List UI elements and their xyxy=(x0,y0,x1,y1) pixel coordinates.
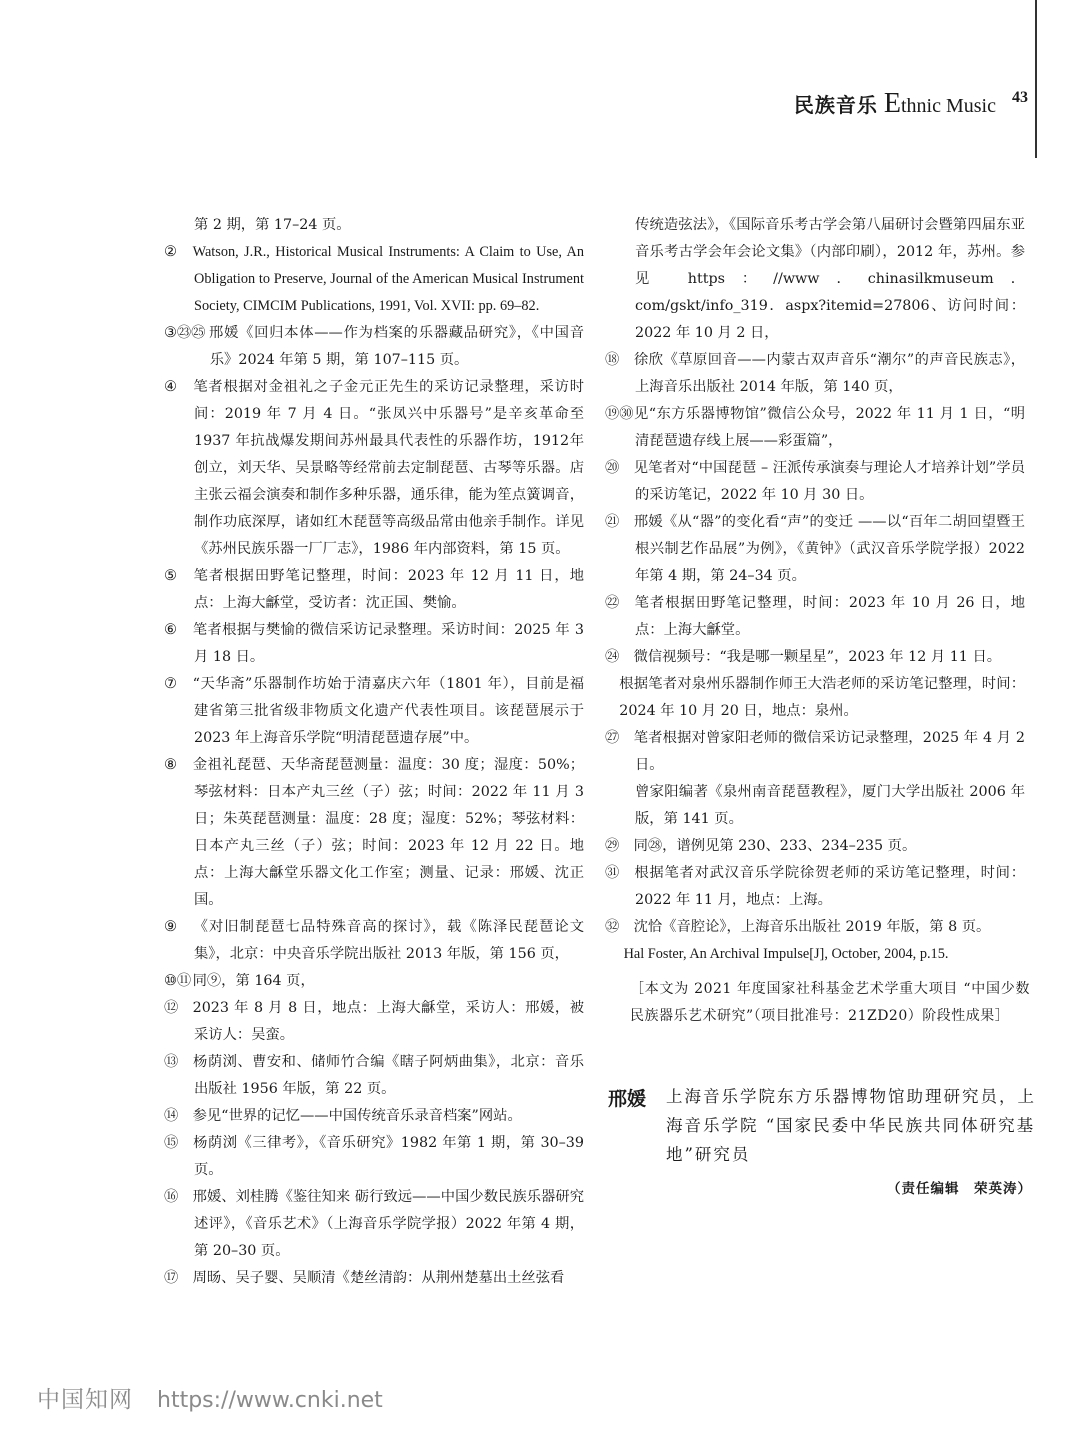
note-text: 邢媛《从“器”的变化看“声”的变迁 ——以“百年二胡回望暨王根兴制艺作品展”为例》，《黄钟》（武汉音乐学院学报）2022 年第 4 期，第 24–34 页。 xyxy=(633,514,1025,584)
note-text: 参见“世界的记忆——中国传统音乐录音档案”网站。 xyxy=(192,1108,522,1124)
note-item xyxy=(605,860,1025,914)
note-mark: ⑳ xyxy=(605,460,620,476)
author-bio: 上海音乐学院东方乐器博物馆助理研究员，上海音乐学院 “国家民委中华民族共同体研究基地”研究员 xyxy=(666,1087,1036,1164)
note-item xyxy=(164,752,584,914)
cnki-logo: 中国知网 xyxy=(37,1387,133,1413)
note-mark: ⑦ xyxy=(164,676,177,692)
note-item xyxy=(605,725,1025,779)
funding-statement: ［本文为 2021 年度国家社科基金艺术学重大项目 “中国少数民族器乐艺术研究”（项目批准号：21ZD20）阶段性成果］ xyxy=(630,981,1030,1024)
note-item xyxy=(605,509,1025,590)
note-text: 同㉘，谱例见第 230、233、234–235 页。 xyxy=(633,838,917,854)
note-item xyxy=(164,239,584,320)
note-text: 根据笔者对武汉音乐学院徐贺老师的采访笔记整理，时间：2022 年 11 月，地点：上海。 xyxy=(633,865,1025,908)
note-mark: ㉑ xyxy=(605,514,620,530)
header-rule xyxy=(1035,0,1037,158)
note-item xyxy=(605,401,1025,455)
note-text: 笔者根据田野笔记整理，时间：2023 年 10 月 26 日，地点：上海大龢堂。 xyxy=(633,595,1025,638)
note-item xyxy=(164,968,584,995)
note-item xyxy=(164,671,584,752)
note-text: 《对旧制琵琶七品特殊音高的探讨》，载《陈泽民琵琶论文集》，北京：中央音乐学院出版社 2013 年版，第 156 页， xyxy=(192,919,584,962)
note-item xyxy=(605,779,1025,833)
note-text: 沈恰《音腔论》，上海音乐出版社 2019 年版，第 8 页。 xyxy=(633,919,991,935)
watermark-footer xyxy=(37,1381,383,1414)
note-text: 杨荫浏、曹安和、储师竹合编《瞎子阿炳曲集》，北京：音乐出版社 1956 年版，第 22 页。 xyxy=(192,1054,584,1097)
note-mark: ⑤ xyxy=(164,568,177,584)
note-item xyxy=(164,1103,584,1130)
note-text: 第 2 期，第 17–24 页。 xyxy=(194,217,351,233)
note-text: 微信视频号：“我是哪一颗星星”，2023 年 12 月 11 日。 xyxy=(633,649,1002,665)
note-mark: ⑫ xyxy=(164,1000,179,1016)
note-text: 笔者根据对金祖礼之子金元正先生的采访记录整理，采访时间：2019 年 7 月 4 日。“张凤兴中乐器号”是辛亥革命至 1937 年抗战爆发期间苏州最具代表性的乐器作坊，1912年创立，刘天华、吴景略等经常前去定制琵琶、古琴等乐器。店主张云福会演奏和制作多种乐器，通乐律，能为笙点簧调音，制作功底深厚，诸如红木琵琶等高级品常由他亲手制作。详见《苏州民族乐器一厂厂志》，1986 年内部资料，第 15 页。 xyxy=(192,379,584,557)
note-item xyxy=(164,914,584,968)
note-item xyxy=(605,590,1025,644)
note-mark: ④ xyxy=(164,379,177,395)
note-item xyxy=(164,1184,584,1265)
note-item xyxy=(164,320,584,374)
note-mark: ⑲㉚ xyxy=(605,406,634,422)
note-mark: ⑰ xyxy=(164,1270,179,1286)
note-item xyxy=(605,347,1025,401)
journal-title-zh: 民族音乐 xyxy=(793,93,878,117)
author-name: 邢媛 xyxy=(608,1088,647,1110)
note-item xyxy=(164,563,584,617)
note-item xyxy=(164,1130,584,1184)
note-item xyxy=(605,833,1025,860)
note-item xyxy=(164,374,584,563)
note-item xyxy=(164,995,584,1049)
note-mark: ③㉓㉕ xyxy=(164,325,206,341)
note-item xyxy=(605,644,1025,671)
note-mark: ⑨ xyxy=(164,919,177,935)
note-text: 周旸、吴子婴、吴顺清《楚丝清韵：从荆州楚墓出土丝弦看 xyxy=(192,1270,565,1286)
journal-title-en xyxy=(884,88,996,120)
page-number: 43 xyxy=(1012,89,1028,106)
note-text: 传统造弦法》，《国际音乐考古学会第八届研讨会暨第四届东亚音乐考古学会年会论文集》（内部印刷），2012 年，苏州。参见 https：//www．chinasilkmuseum．com/gskt/info_319．aspx?itemid=27806、访问时间：2022 年 10 月 2 日， xyxy=(635,217,1025,341)
note-item xyxy=(605,671,1025,725)
note-mark: ㉗ xyxy=(605,730,620,746)
note-text: 曾家阳编著《泉州南音琵琶教程》，厦门大学出版社 2006 年版，第 141 页。 xyxy=(635,784,1025,827)
note-mark: ㉛ xyxy=(605,865,620,881)
note-mark: ㉙ xyxy=(605,838,620,854)
note-item xyxy=(164,1265,584,1292)
note-item xyxy=(605,212,1025,347)
note-mark: ⑬ xyxy=(164,1054,179,1070)
note-item xyxy=(605,941,1025,968)
note-mark: ㉔ xyxy=(605,649,620,665)
note-text: 2023 年 8 月 8 日，地点：上海大龢堂，采访人：邢媛，被采访人：吴蛮。 xyxy=(192,1000,584,1043)
note-text: 笔者根据与樊愉的微信采访记录整理。采访时间：2025 年 3 月 18 日。 xyxy=(192,622,584,665)
note-mark: ⑭ xyxy=(164,1108,179,1124)
note-item xyxy=(164,1049,584,1103)
notes-column-right xyxy=(605,212,1025,968)
note-text: Watson, J.R., Historical Musical Instruments: A Claim to Use, An Obligation to Preserve, Journal of the American Musical Instrument Society, CIMCIM Publications, 1991, Vol. XVII: pp. 69–82. xyxy=(192,244,584,314)
note-text: 见“东方乐器博物馆”微信公众号，2022 年 11 月 1 日，“明清琵琶遗存线上展——彩蛋篇”， xyxy=(633,406,1025,449)
notes-column-left xyxy=(164,212,584,1292)
note-text: 金祖礼琵琶、天华斋琵琶测量：温度：30 度；湿度：50%；琴弦材料：日本产丸三丝（子）弦；时间：2022 年 11 月 3 日；朱英琵琶测量：温度：28 度；湿度：52%；琴弦材料：日本产丸三丝（子）弦；时间：2023 年 12 月 22 日。地点：上海大龢堂乐器文化工作室；测量、记录：邢媛、沈正国。 xyxy=(192,757,584,908)
note-text: 邢媛《回归本体——作为档案的乐器藏品研究》，《中国音乐》2024 年第 5 期，第 107–115 页。 xyxy=(208,325,584,368)
note-item xyxy=(605,914,1025,941)
note-mark: ⑧ xyxy=(164,757,177,773)
note-mark: ⑩⑪ xyxy=(164,973,192,989)
note-text: Hal Foster, An Archival Impulse[J], October, 2004, p.15. xyxy=(623,946,949,962)
journal-title-en-initial: E xyxy=(883,88,901,119)
note-mark: ⑮ xyxy=(164,1135,179,1151)
journal-title-en-rest: thnic Music xyxy=(901,95,996,117)
note-item xyxy=(164,212,584,239)
note-text: 邢媛、刘桂腾《鉴往知来 砺行致远——中国少数民族乐器研究述评》，《音乐艺术》（上海音乐学院学报）2022 年第 4 期，第 20–30 页。 xyxy=(192,1189,584,1259)
note-text: 根据笔者对泉州乐器制作师王大浩老师的采访笔记整理，时间：2024 年 10 月 20 日，地点：泉州。 xyxy=(619,676,1025,719)
note-mark: ㉒ xyxy=(605,595,620,611)
note-text: 见笔者对“中国琵琶 – 汪派传承演奏与理论人才培养计划”学员的采访笔记，2022 年 10 月 30 日。 xyxy=(633,460,1025,503)
note-item xyxy=(164,617,584,671)
note-text: 同⑨，第 164 页， xyxy=(192,973,315,989)
note-text: “天华斋”乐器制作坊始于清嘉庆六年（1801 年），目前是福建省第三批省级非物质文化遗产代表性项目。该琵琶展示于 2023 年上海音乐学院“明清琵琶遗存展”中。 xyxy=(192,676,584,746)
note-mark: ㉜ xyxy=(605,919,620,935)
note-text: 杨荫浏《三律考》，《音乐研究》1982 年第 1 期，第 30–39 页。 xyxy=(192,1135,584,1178)
responsible-editor: （责任编辑 荣英涛） xyxy=(887,1181,1032,1197)
note-item xyxy=(605,455,1025,509)
note-text: 笔者根据对曾家阳老师的微信采访记录整理，2025 年 4 月 2 日。 xyxy=(633,730,1025,773)
note-mark: ⑱ xyxy=(605,352,620,368)
running-header xyxy=(794,88,1028,118)
note-mark: ② xyxy=(164,244,177,260)
note-mark: ⑯ xyxy=(164,1189,179,1205)
cnki-url: https://www.cnki.net xyxy=(157,1388,383,1413)
note-mark: ⑥ xyxy=(164,622,177,638)
note-text: 笔者根据田野笔记整理，时间：2023 年 12 月 11 日，地点：上海大龢堂，受访者：沈正国、樊愉。 xyxy=(192,568,584,611)
note-text: 徐欣《草原回音——内蒙古双声音乐“潮尔”的声音民族志》，上海音乐出版社 2014 年版，第 140 页， xyxy=(633,352,1025,395)
